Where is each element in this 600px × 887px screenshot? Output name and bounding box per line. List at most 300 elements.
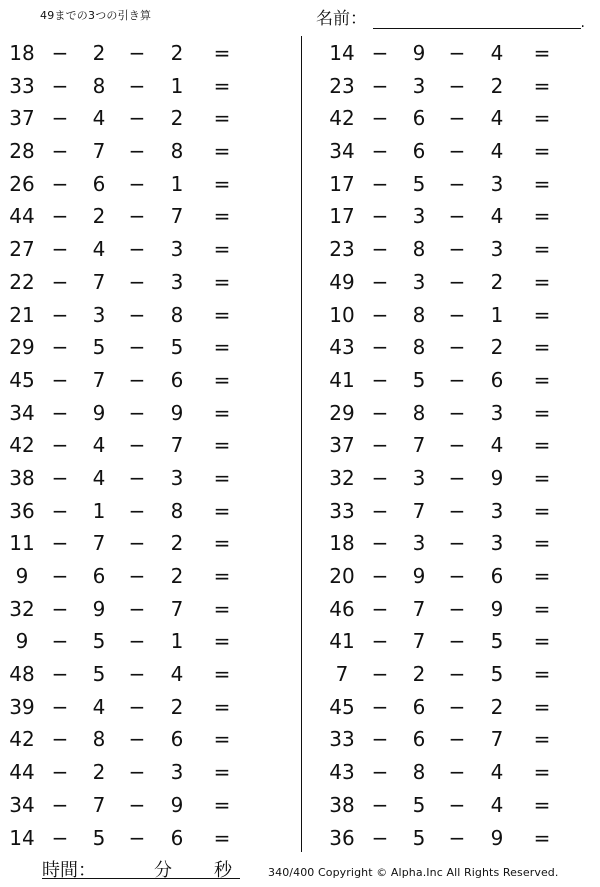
problem-row [320, 36, 600, 69]
equals-sign: = [533, 465, 551, 490]
minuend: 45 [9, 367, 35, 392]
minus-sign: − [51, 792, 69, 817]
problem-row [0, 494, 280, 527]
problem-row [320, 755, 600, 788]
minuend: 32 [329, 465, 355, 490]
minus-sign: − [448, 269, 466, 294]
minus-sign: − [51, 237, 69, 262]
minus-sign: − [128, 73, 146, 98]
subtrahend-2: 8 [170, 139, 184, 164]
minus-sign: − [448, 106, 466, 131]
problem-row [320, 265, 600, 298]
problem-row [0, 657, 280, 690]
minuend: 34 [329, 139, 355, 164]
equals-sign: = [533, 694, 551, 719]
problem-row [0, 36, 280, 69]
equals-sign: = [213, 694, 231, 719]
problem-row [320, 788, 600, 821]
minus-sign: − [128, 629, 146, 654]
minus-sign: − [448, 727, 466, 752]
equals-sign: = [533, 792, 551, 817]
problem-row [0, 428, 280, 461]
subtrahend-2: 5 [490, 629, 504, 654]
minuend: 22 [9, 269, 35, 294]
equals-sign: = [533, 106, 551, 131]
equals-sign: = [533, 433, 551, 458]
minus-sign: − [371, 760, 389, 785]
subtrahend-1: 7 [92, 269, 106, 294]
minuend: 36 [329, 825, 355, 850]
minus-sign: − [51, 171, 69, 196]
subtrahend-1: 4 [92, 694, 106, 719]
equals-sign: = [213, 171, 231, 196]
problem-row [320, 363, 600, 396]
minuend: 38 [9, 465, 35, 490]
subtrahend-1: 6 [412, 727, 426, 752]
subtrahend-2: 6 [170, 367, 184, 392]
problem-row [0, 592, 280, 625]
subtrahend-1: 6 [412, 139, 426, 164]
minuend: 43 [329, 335, 355, 360]
subtrahend-2: 6 [170, 825, 184, 850]
subtrahend-1: 7 [412, 433, 426, 458]
problem-row [0, 199, 280, 232]
subtrahend-2: 8 [170, 302, 184, 327]
minus-sign: − [371, 41, 389, 65]
minuend: 45 [329, 694, 355, 719]
subtrahend-2: 3 [490, 531, 504, 556]
minuend: 9 [15, 564, 29, 588]
problem-row [320, 821, 600, 854]
minus-sign: − [51, 662, 69, 687]
equals-sign: = [533, 760, 551, 785]
subtrahend-1: 5 [92, 335, 106, 360]
equals-sign: = [213, 335, 231, 360]
subtrahend-1: 6 [412, 694, 426, 719]
subtrahend-1: 6 [412, 106, 426, 131]
left-problem-column [0, 36, 280, 853]
equals-sign: = [533, 662, 551, 687]
minus-sign: − [448, 335, 466, 360]
minuend: 39 [9, 694, 35, 719]
minus-sign: − [128, 465, 146, 490]
subtrahend-2: 3 [170, 269, 184, 294]
minuend: 44 [9, 760, 35, 785]
equals-sign: = [213, 204, 231, 229]
subtrahend-1: 7 [92, 531, 106, 556]
problem-row [320, 232, 600, 265]
minus-sign: − [371, 596, 389, 621]
subtrahend-1: 4 [92, 237, 106, 262]
subtrahend-1: 7 [92, 792, 106, 817]
subtrahend-1: 3 [92, 302, 106, 327]
minus-sign: − [51, 433, 69, 458]
minuend: 37 [9, 106, 35, 131]
equals-sign: = [213, 367, 231, 392]
minus-sign: − [51, 204, 69, 229]
subtrahend-2: 3 [170, 465, 184, 490]
subtrahend-2: 2 [490, 73, 504, 98]
minus-sign: − [371, 792, 389, 817]
subtrahend-1: 7 [412, 596, 426, 621]
minus-sign: − [128, 106, 146, 131]
minus-sign: − [128, 662, 146, 687]
subtrahend-1: 4 [92, 433, 106, 458]
subtrahend-1: 2 [92, 41, 106, 65]
equals-sign: = [533, 237, 551, 262]
subtrahend-2: 4 [490, 41, 504, 65]
minus-sign: − [51, 825, 69, 850]
problem-row [320, 592, 600, 625]
minuend: 27 [9, 237, 35, 262]
subtrahend-1: 7 [92, 367, 106, 392]
equals-sign: = [533, 269, 551, 294]
minuend: 37 [329, 433, 355, 458]
minus-sign: − [51, 400, 69, 425]
equals-sign: = [533, 302, 551, 327]
minuend: 34 [9, 792, 35, 817]
equals-sign: = [213, 139, 231, 164]
subtrahend-2: 1 [170, 73, 184, 98]
minuend: 26 [9, 171, 35, 196]
subtrahend-1: 4 [92, 106, 106, 131]
subtrahend-1: 8 [412, 335, 426, 360]
subtrahend-2: 8 [170, 498, 184, 523]
equals-sign: = [213, 498, 231, 523]
problem-row [320, 494, 600, 527]
problem-row [320, 526, 600, 559]
subtrahend-2: 9 [490, 465, 504, 490]
subtrahend-1: 7 [412, 498, 426, 523]
minuend: 17 [329, 204, 355, 229]
subtrahend-2: 9 [490, 825, 504, 850]
minuend: 33 [329, 727, 355, 752]
minus-sign: − [128, 825, 146, 850]
minus-sign: − [51, 269, 69, 294]
minus-sign: − [371, 335, 389, 360]
subtrahend-2: 3 [490, 171, 504, 196]
minuend: 43 [329, 760, 355, 785]
problem-row [0, 821, 280, 854]
equals-sign: = [213, 531, 231, 556]
minus-sign: − [128, 564, 146, 588]
subtrahend-1: 2 [92, 760, 106, 785]
problem-row [320, 722, 600, 755]
subtrahend-2: 4 [490, 204, 504, 229]
minus-sign: − [128, 792, 146, 817]
minuend: 10 [329, 302, 355, 327]
minus-sign: − [371, 727, 389, 752]
minus-sign: − [448, 139, 466, 164]
minus-sign: − [448, 73, 466, 98]
minuend: 42 [329, 106, 355, 131]
equals-sign: = [533, 400, 551, 425]
minus-sign: − [128, 335, 146, 360]
minuend: 44 [9, 204, 35, 229]
equals-sign: = [213, 106, 231, 131]
subtrahend-1: 5 [412, 171, 426, 196]
subtrahend-1: 8 [92, 727, 106, 752]
problem-row [320, 69, 600, 102]
equals-sign: = [213, 662, 231, 687]
subtrahend-2: 5 [490, 662, 504, 687]
subtrahend-2: 9 [170, 400, 184, 425]
minus-sign: − [128, 139, 146, 164]
minuend: 46 [329, 596, 355, 621]
minuend: 36 [9, 498, 35, 523]
right-problem-column [320, 36, 600, 853]
minuend: 18 [329, 531, 355, 556]
minuend: 41 [329, 629, 355, 654]
equals-sign: = [213, 41, 231, 65]
minuend: 21 [9, 302, 35, 327]
minus-sign: − [371, 694, 389, 719]
subtrahend-1: 8 [92, 73, 106, 98]
subtrahend-1: 8 [412, 302, 426, 327]
problem-row [320, 559, 600, 592]
minus-sign: − [371, 400, 389, 425]
equals-sign: = [213, 433, 231, 458]
problem-row [320, 101, 600, 134]
subtrahend-2: 3 [490, 400, 504, 425]
equals-sign: = [213, 302, 231, 327]
minus-sign: − [371, 498, 389, 523]
subtrahend-1: 3 [412, 73, 426, 98]
minuend: 14 [9, 825, 35, 850]
problem-row [320, 298, 600, 331]
minus-sign: − [448, 694, 466, 719]
minus-sign: − [128, 694, 146, 719]
minus-sign: − [371, 531, 389, 556]
subtrahend-1: 9 [92, 596, 106, 621]
minuend: 33 [9, 73, 35, 98]
subtrahend-1: 8 [412, 760, 426, 785]
minus-sign: − [51, 302, 69, 327]
minuend: 23 [329, 237, 355, 262]
minus-sign: − [51, 465, 69, 490]
name-field-area [316, 7, 585, 31]
minus-sign: − [371, 433, 389, 458]
equals-sign: = [533, 73, 551, 98]
problem-row [320, 199, 600, 232]
equals-sign: = [213, 564, 231, 588]
equals-sign: = [213, 237, 231, 262]
equals-sign: = [213, 400, 231, 425]
minus-sign: − [371, 106, 389, 131]
minuend: 38 [329, 792, 355, 817]
subtrahend-1: 3 [412, 531, 426, 556]
subtrahend-2: 7 [490, 727, 504, 752]
minus-sign: − [128, 302, 146, 327]
subtrahend-2: 2 [170, 106, 184, 131]
minus-sign: − [371, 629, 389, 654]
problem-row [0, 134, 280, 167]
minuend: 11 [9, 531, 35, 556]
problem-row [0, 722, 280, 755]
equals-sign: = [533, 596, 551, 621]
subtrahend-1: 9 [92, 400, 106, 425]
subtrahend-2: 6 [490, 367, 504, 392]
minuend: 29 [9, 335, 35, 360]
equals-sign: = [533, 825, 551, 850]
equals-sign: = [213, 629, 231, 654]
problem-row [0, 298, 280, 331]
minus-sign: − [51, 629, 69, 654]
name-blank-line[interactable] [373, 10, 585, 31]
problem-row [0, 526, 280, 559]
minus-sign: − [128, 269, 146, 294]
minus-sign: − [51, 367, 69, 392]
seconds-label: 秒 [214, 860, 232, 881]
minuend: 32 [9, 596, 35, 621]
equals-sign: = [213, 760, 231, 785]
minuend: 20 [329, 564, 355, 588]
minus-sign: − [448, 302, 466, 327]
problem-row [0, 788, 280, 821]
subtrahend-2: 3 [170, 237, 184, 262]
minus-sign: − [128, 41, 146, 65]
subtrahend-1: 2 [92, 204, 106, 229]
subtrahend-1: 1 [92, 498, 106, 523]
equals-sign: = [213, 73, 231, 98]
equals-sign: = [533, 629, 551, 654]
minutes-label: 分 [154, 860, 172, 881]
copyright-notice: 340/400 Copyright © Alpha.Inc All Rights Reserved. [268, 866, 559, 879]
subtrahend-1: 5 [412, 792, 426, 817]
problem-row [320, 396, 600, 429]
subtrahend-2: 1 [170, 629, 184, 654]
minus-sign: − [128, 498, 146, 523]
minus-sign: − [448, 171, 466, 196]
equals-sign: = [213, 465, 231, 490]
minus-sign: − [448, 367, 466, 392]
subtrahend-2: 9 [170, 792, 184, 817]
minus-sign: − [448, 564, 466, 588]
minus-sign: − [128, 171, 146, 196]
subtrahend-1: 3 [412, 269, 426, 294]
minus-sign: − [128, 204, 146, 229]
minuend: 23 [329, 73, 355, 98]
minus-sign: − [371, 825, 389, 850]
minus-sign: − [371, 204, 389, 229]
minus-sign: − [128, 727, 146, 752]
minus-sign: − [371, 269, 389, 294]
subtrahend-2: 2 [490, 694, 504, 719]
minuend: 29 [329, 400, 355, 425]
minus-sign: − [128, 400, 146, 425]
minus-sign: − [371, 465, 389, 490]
problem-row [0, 265, 280, 298]
equals-sign: = [533, 171, 551, 196]
problem-row [320, 134, 600, 167]
minuend: 34 [9, 400, 35, 425]
subtrahend-1: 6 [92, 564, 106, 588]
subtrahend-2: 7 [170, 204, 184, 229]
minuend: 42 [9, 433, 35, 458]
minus-sign: − [128, 596, 146, 621]
equals-sign: = [533, 727, 551, 752]
subtrahend-2: 7 [170, 433, 184, 458]
problem-row [320, 657, 600, 690]
minus-sign: − [128, 433, 146, 458]
subtrahend-2: 4 [490, 760, 504, 785]
minuend: 33 [329, 498, 355, 523]
problem-row [0, 330, 280, 363]
subtrahend-1: 5 [92, 825, 106, 850]
equals-sign: = [533, 335, 551, 360]
subtrahend-1: 7 [92, 139, 106, 164]
subtrahend-1: 8 [412, 237, 426, 262]
subtrahend-2: 2 [490, 335, 504, 360]
minuend: 17 [329, 171, 355, 196]
subtrahend-2: 2 [170, 531, 184, 556]
minus-sign: − [371, 139, 389, 164]
minus-sign: − [448, 596, 466, 621]
minus-sign: − [371, 662, 389, 687]
column-divider [301, 36, 302, 852]
subtrahend-2: 2 [490, 269, 504, 294]
problem-row [320, 167, 600, 200]
equals-sign: = [213, 792, 231, 817]
minus-sign: − [448, 498, 466, 523]
minus-sign: − [448, 792, 466, 817]
equals-sign: = [213, 727, 231, 752]
subtrahend-2: 9 [490, 596, 504, 621]
minuend: 7 [335, 662, 349, 687]
minuend: 28 [9, 139, 35, 164]
minus-sign: − [51, 73, 69, 98]
minus-sign: − [51, 727, 69, 752]
subtrahend-2: 2 [170, 564, 184, 588]
minus-sign: − [448, 465, 466, 490]
problem-row [0, 559, 280, 592]
equals-sign: = [533, 531, 551, 556]
problem-row [0, 69, 280, 102]
subtrahend-1: 3 [412, 204, 426, 229]
problem-row [0, 755, 280, 788]
subtrahend-1: 2 [412, 662, 426, 687]
minus-sign: − [51, 596, 69, 621]
minuend: 18 [9, 41, 35, 65]
subtrahend-2: 3 [170, 760, 184, 785]
subtrahend-2: 7 [170, 596, 184, 621]
subtrahend-2: 4 [490, 106, 504, 131]
equals-sign: = [533, 498, 551, 523]
minuend: 41 [329, 367, 355, 392]
minus-sign: − [448, 760, 466, 785]
subtrahend-1: 5 [412, 825, 426, 850]
subtrahend-1: 9 [412, 41, 426, 65]
minus-sign: − [371, 171, 389, 196]
minus-sign: − [448, 629, 466, 654]
equals-sign: = [533, 367, 551, 392]
name-line-dot: . [580, 15, 585, 31]
problem-row [0, 461, 280, 494]
subtrahend-2: 2 [170, 41, 184, 65]
time-record-field[interactable] [42, 856, 240, 879]
minus-sign: − [448, 825, 466, 850]
problem-row [0, 232, 280, 265]
time-label: 時間： [42, 860, 96, 881]
subtrahend-2: 4 [490, 139, 504, 164]
minus-sign: − [51, 335, 69, 360]
minus-sign: − [448, 400, 466, 425]
subtrahend-2: 3 [490, 498, 504, 523]
minus-sign: − [128, 760, 146, 785]
minus-sign: − [371, 564, 389, 588]
subtrahend-2: 6 [490, 564, 504, 588]
problem-row [0, 624, 280, 657]
